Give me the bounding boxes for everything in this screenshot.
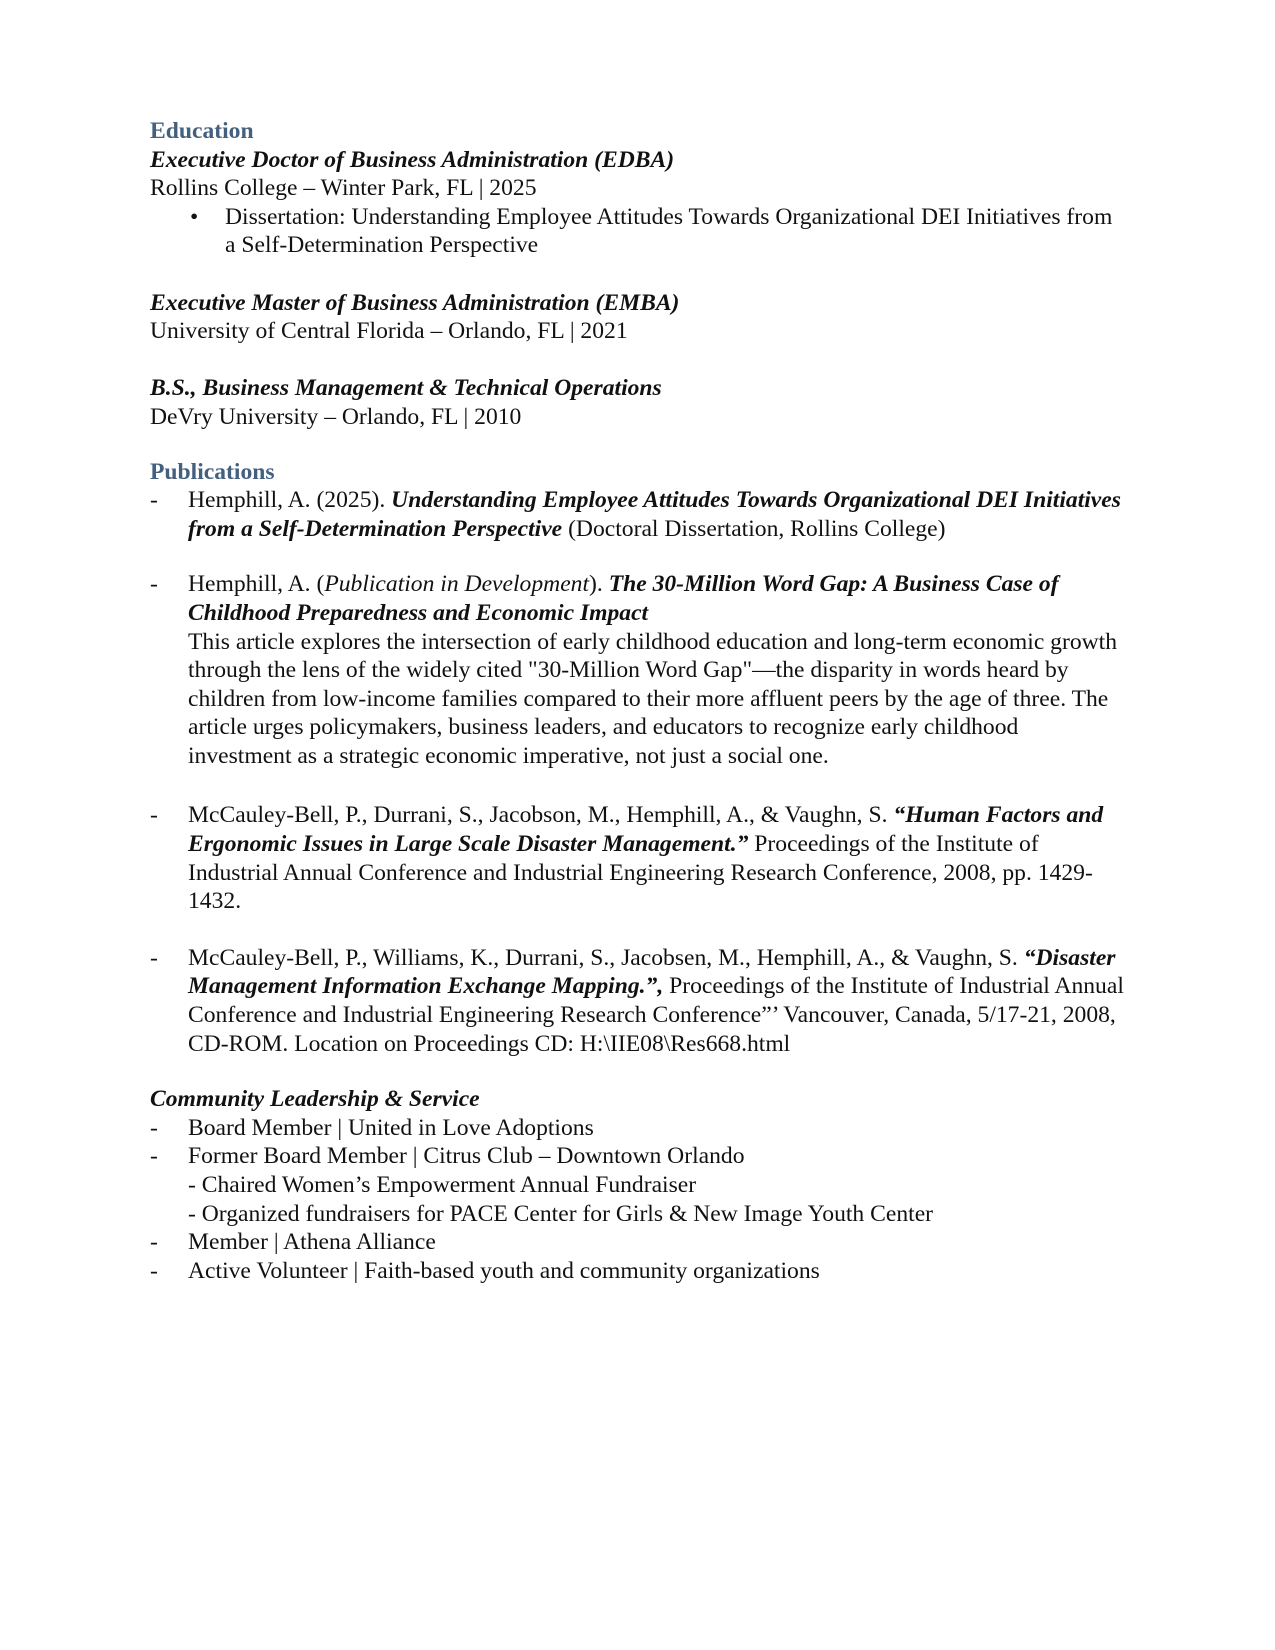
pub-authors: Hemphill, A. (: [188, 571, 325, 598]
dash-marker: -: [150, 487, 158, 514]
dash-marker: -: [150, 1143, 158, 1170]
dash-marker: -: [150, 571, 158, 598]
community-text: Active Volunteer | Faith-based youth and community organizations: [188, 1257, 820, 1284]
degree-title: Executive Doctor of Business Administration (EDBA): [150, 146, 675, 173]
pub-status: Publication in Development: [324, 571, 590, 598]
community-text: Former Board Member | Citrus Club – Downtown Orlando: [188, 1143, 745, 1170]
publication-item: [150, 570, 1125, 770]
school-line: DeVry University – Orlando, FL | 2010: [150, 403, 522, 430]
community-item: [150, 1142, 1125, 1228]
resume-page: [150, 117, 1125, 1285]
publication-item: [150, 944, 1125, 1058]
community-item: [150, 1114, 1125, 1143]
pub-title: “Disaster Management Information Exchange Mapping.”,: [188, 944, 1116, 1000]
community-heading: Community Leadership & Service: [150, 1086, 480, 1113]
pub-source: Proceedings of the Institute of Industrial Annual Conference and Industrial Engineering Research Conference”’ Vancouver, Canada, 5/17-21, 2008, CD-ROM. Location on Proceedings CD: H:\IIE08\Res668.html: [188, 973, 1124, 1057]
pub-authors: Hemphill, A. (2025).: [188, 487, 392, 514]
community-subitem: - Chaired Women’s Empowerment Annual Fundraiser: [188, 1172, 697, 1198]
dissertation-bullet: [150, 203, 1125, 260]
education-entry-emba: [150, 289, 1125, 346]
pub-abstract: This article explores the intersection of early childhood education and long-term economic growth through the lens of the widely cited "30-Million Word Gap"—the disparity in words heard by children from low-income families compared to their more affluent peers by the age of three. The article urges policymakers, business leaders, and educators to recognize early childhood investment as a strategic economic imperative, not just a social one.: [188, 628, 1118, 769]
publication-item: [150, 801, 1125, 915]
publications-heading: Publications: [150, 458, 275, 485]
degree-title: Executive Master of Business Administration (EMBA): [150, 289, 680, 316]
school-line: University of Central Florida – Orlando, FL | 2021: [150, 318, 628, 345]
dash-marker: -: [150, 1229, 158, 1256]
pub-title: The 30-Million Word Gap: A Business Case of Childhood Preparedness and Economic Impact: [188, 571, 1059, 626]
bullet-text: Dissertation: Understanding Employee Attitudes Towards Organizational DEI Initiatives from a Self-Determination Perspective: [225, 203, 1113, 259]
pub-title: Understanding Employee Attitudes Towards Organizational DEI Initiatives from a Self-Determination Perspective: [188, 487, 1121, 542]
dash-marker: -: [150, 944, 158, 971]
pub-source: (Doctoral Dissertation, Rollins College): [562, 515, 946, 542]
community-text: Board Member | United in Love Adoptions: [188, 1114, 594, 1141]
community-subitem: - Organized fundraisers for PACE Center for Girls & New Image Youth Center: [188, 1200, 934, 1227]
education-heading: Education: [150, 118, 254, 144]
publication-item: [150, 486, 1125, 543]
school-line: Rollins College – Winter Park, FL | 2025: [150, 175, 537, 202]
pub-punct: ).: [589, 571, 609, 598]
education-entry-bs: [150, 374, 1125, 431]
pub-authors: McCauley-Bell, P., Durrani, S., Jacobson, M., Hemphill, A., & Vaughn, S.: [188, 802, 894, 829]
community-item: [150, 1228, 1125, 1257]
dash-marker: -: [150, 1257, 158, 1284]
pub-source: Proceedings of the Institute of Industrial Annual Conference and Industrial Engineering Research Conference, 2008, pp. 1429-1432.: [188, 831, 1093, 915]
education-entry-edba: [150, 146, 1125, 260]
pub-title: “Human Factors and Ergonomic Issues in Large Scale Disaster Management.”: [188, 802, 1104, 858]
bullet-icon: •: [190, 203, 199, 230]
community-text: Member | Athena Alliance: [188, 1229, 436, 1256]
degree-title: B.S., Business Management & Technical Operations: [150, 375, 662, 402]
dash-marker: -: [150, 802, 158, 829]
community-item: [150, 1257, 1125, 1286]
pub-authors: McCauley-Bell, P., Williams, K., Durrani, S., Jacobsen, M., Hemphill, A., & Vaughn, S.: [188, 944, 1024, 971]
dash-marker: -: [150, 1114, 158, 1141]
